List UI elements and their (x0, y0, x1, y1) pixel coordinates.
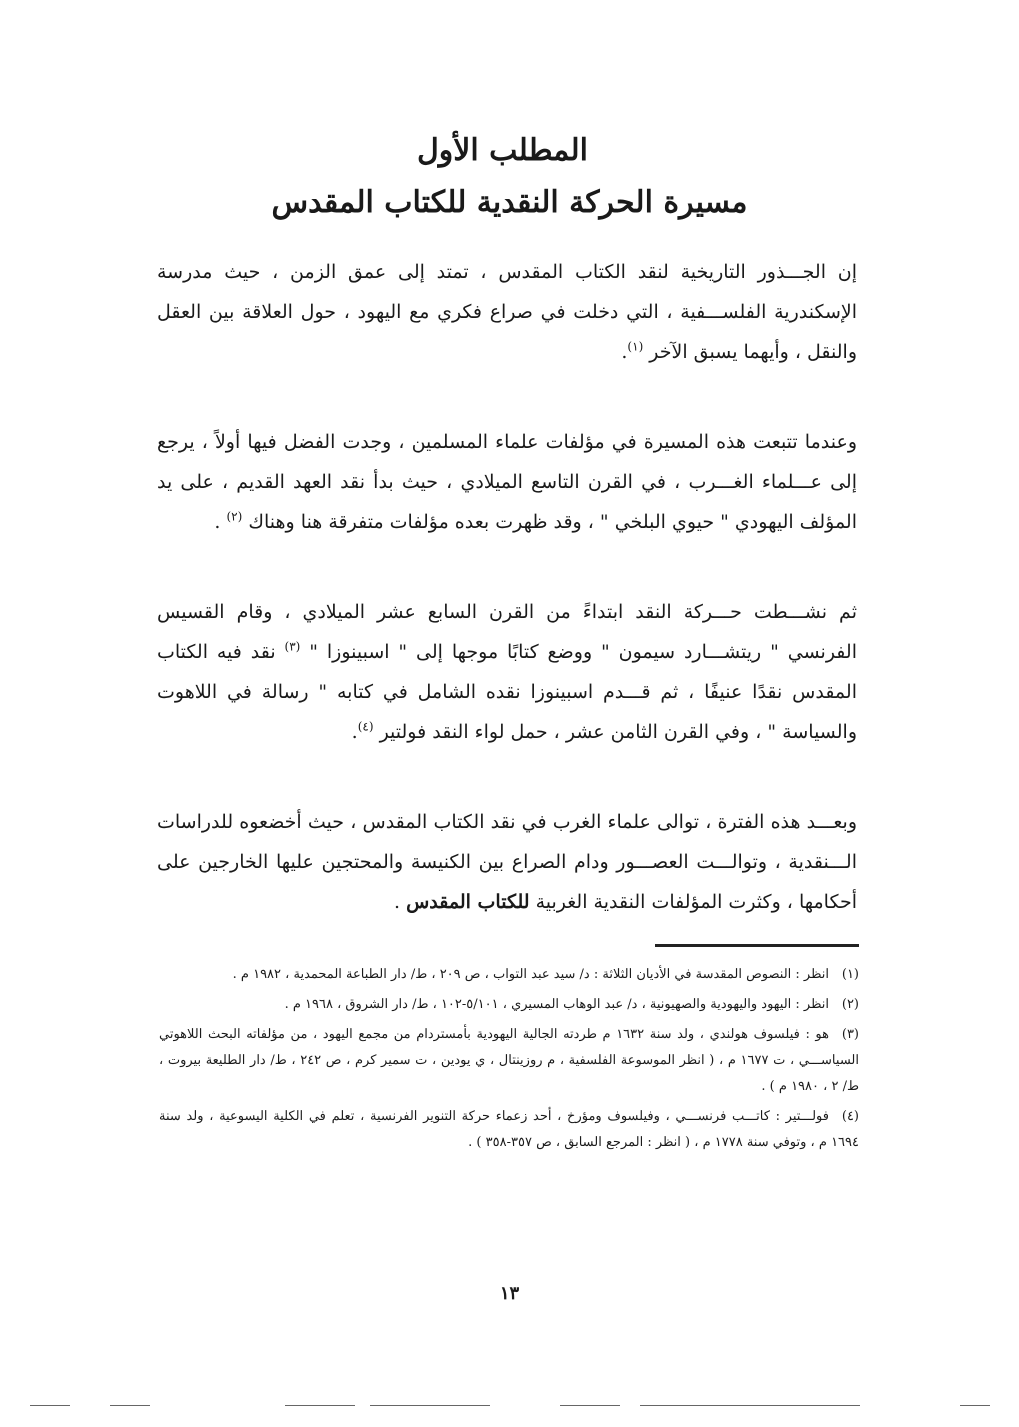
footnote-number: (٢) (841, 997, 859, 1012)
footnote-divider (655, 944, 859, 947)
scan-artifact-line (640, 1405, 860, 1406)
paragraph-text: ثم نشـــطت حـــركة النقد ابتداءً من القرن السابع عشر الميلادي ، وقام القسيس الفرنسي " ريتشـــارد سيمون " ووضع كتابًا موجها إلى " اسبينوزا " (157, 601, 857, 663)
paragraph-4 (157, 802, 857, 922)
paragraph-text: وبعـــد هذه الفترة ، توالى علماء الغرب في نقد الكتاب المقدس ، حيث أخضعوه للدراسات الـــنقدية ، وتوالـــت العصـــور ودام الصراع بين الكنيسة والمحتجين عليها الخارجين على أحكامها ، وكثرت المؤلفات النقدية الغربية (157, 811, 857, 913)
footnote-text: فولـــتير : كاتـــب فرنســـي ، وفيلسوف ومؤرخ ، أحد زعماء حركة التنوير الفرنسية ، تعلم في الكلية اليسوعية ، ولد سنة ١٦٩٤ م ، وتوفي سنة ١٧٧٨ م ، ( انظر : المرجع السابق ، ص ٣٥٧-٣٥٨ ) . (159, 1109, 859, 1150)
paragraph-tail: . (351, 721, 358, 743)
section-title: المطلب الأول (417, 133, 588, 168)
footnote-text: هو : فيلسوف هولندي ، ولد سنة ١٦٣٢ م طردته الجالية اليهودية بأمستردام من مجمع اليهود ، من مؤلفاته البحث اللاهوتي السياســـي ، ت ١٦٧٧ م ، ( انظر الموسوعة الفلسفية ، م روزينتال ، ي يودين ، ت سمير كرم ، ص ٢٤٢ ، ط/ دار الطليعة بيروت ، ط/ ٢ ، ١٩٨٠ م ) . (159, 1027, 859, 1094)
scan-artifact-line (960, 1405, 990, 1406)
footnote-ref: (٣) (284, 639, 301, 654)
heading-block (0, 128, 1019, 226)
emphasized-text: للكتاب المقدس (406, 891, 530, 913)
paragraph-tail: . (621, 341, 628, 363)
paragraph-text: إن الجـــذور التاريخية لنقد الكتاب المقدس ، تمتد إلى عمق الزمن ، حيث مدرسة الإسكندرية الفلســـفية ، التي دخلت في صراع فكري مع اليهود ، حول العلاقة بين العقل والنقل ، وأيهما يسبق الآخر (157, 261, 857, 363)
footnote-number: (٤) (841, 1109, 859, 1124)
scan-artifact-line (110, 1405, 150, 1406)
paragraph-3 (157, 592, 857, 752)
paragraph-tail: . (214, 511, 221, 533)
footnote-3 (159, 1022, 859, 1100)
paragraph-tail: . (394, 891, 401, 913)
scan-artifact-line (370, 1405, 490, 1406)
body-text (157, 252, 857, 972)
footnote-ref: (٢) (226, 509, 243, 524)
footnote-text: انظر : اليهود واليهودية والصهيونية ، د/ عبد الوهاب المسيري ، ٥/١٠١-١٠٢ ، ط/ دار الشروق ، ١٩٦٨ م . (284, 997, 829, 1012)
footnotes (159, 962, 859, 1160)
scan-artifact-line (30, 1405, 70, 1406)
footnote-text: انظر : النصوص المقدسة في الأديان الثلاثة : د/ سيد عبد التواب ، ص ٢٠٩ ، ط/ دار الطباعة المحمدية ، ١٩٨٢ م . (232, 967, 829, 982)
footnote-ref: (١) (627, 339, 644, 354)
page-number: ١٣ (499, 1283, 520, 1304)
footnote-number: (١) (841, 967, 859, 982)
scan-artifact-line (560, 1405, 620, 1406)
footnote-ref: (٤) (357, 719, 374, 734)
footnote-4 (159, 1104, 859, 1156)
scan-artifact-line (285, 1405, 355, 1406)
footnote-number: (٣) (841, 1027, 859, 1042)
footnote-2 (159, 992, 859, 1018)
paragraph-1 (157, 252, 857, 372)
paragraph-text: وعندما تتبعت هذه المسيرة في مؤلفات علماء المسلمين ، وجدت الفضل فيها أولاً ، يرجع إلى عـــلماء الغـــرب ، في القرن التاسع الميلادي ، حيث بدأ نقد العهد القديم ، على يد المؤلف اليهودي " حيوي البلخي " ، وقد ظهرت بعده مؤلفات متفرقة هنا وهناك (157, 431, 857, 533)
footnote-1 (159, 962, 859, 988)
paragraph-2 (157, 422, 857, 542)
section-subtitle: مسيرة الحركة النقدية للكتاب المقدس (271, 185, 748, 220)
paragraph-text-continued: نقد فيه الكتاب المقدس نقدًا عنيفًا ، ثم قـــدم اسبينوزا نقده الشامل في كتابه " رسالة في اللاهوت والسياسة " ، وفي القرن الثامن عشر ، حمل لواء النقد فولتير (157, 641, 857, 743)
